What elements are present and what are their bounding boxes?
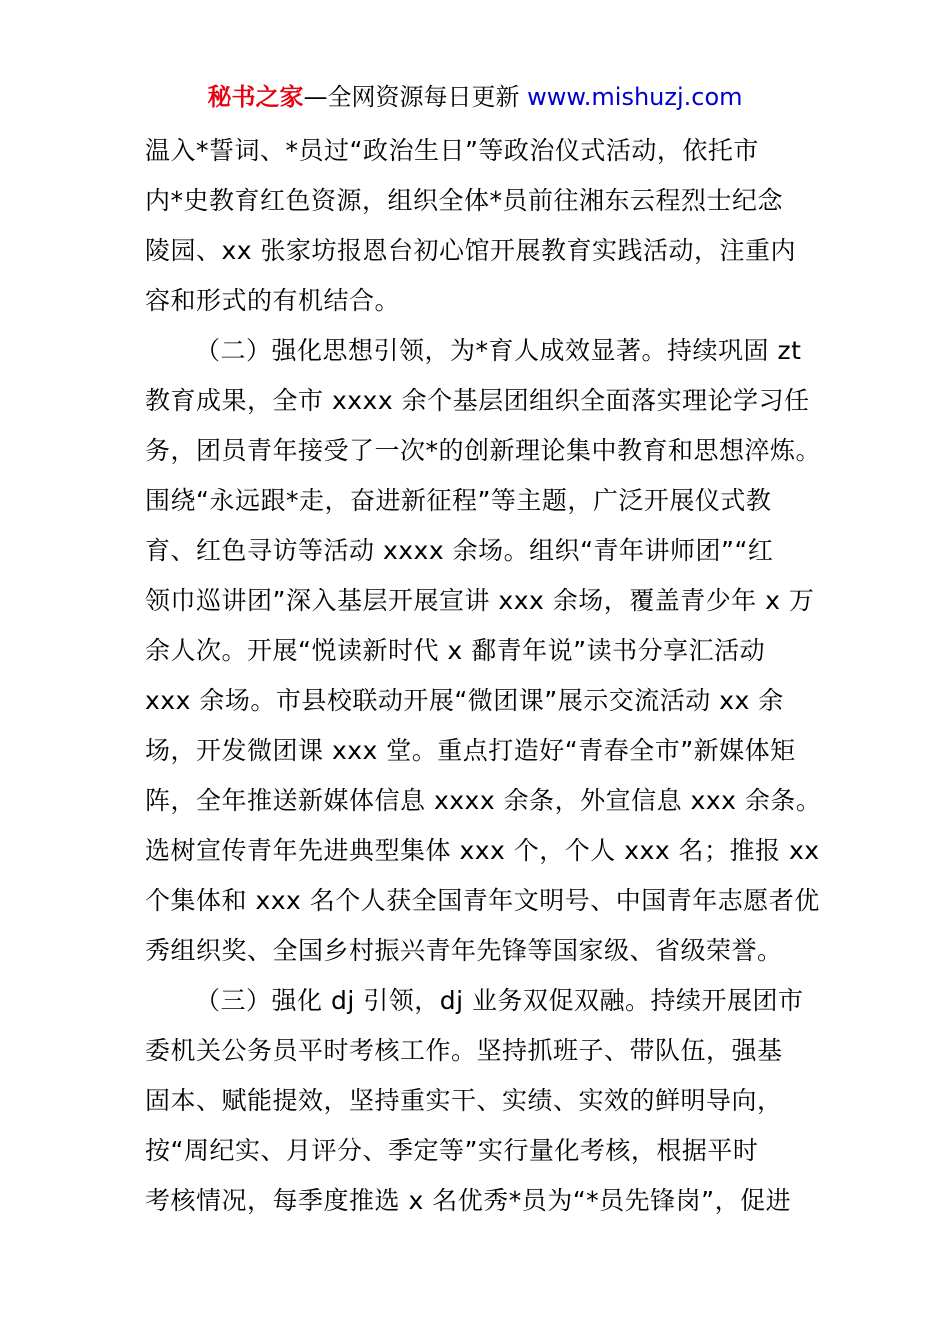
text-line: 余人次。开展“悦读新时代 x 鄱青年说”读书分享汇活动 xyxy=(145,636,766,665)
text-line: 场，开发微团课 xxx 堂。重点打造好“青春全市”新媒体矩 xyxy=(145,736,796,765)
text-line: 务，团员青年接受了一次*的创新理论集中教育和思想淬炼。 xyxy=(145,436,822,465)
text-line: 个集体和 xxx 名个人获全国青年文明号、中国青年志愿者优 xyxy=(145,886,820,915)
text-line: 委机关公务员平时考核工作。坚持抓班子、带队伍，强基 xyxy=(145,1036,783,1065)
text-line: 教育成果，全市 xxxx 余个基层团组织全面落实理论学习任 xyxy=(145,386,810,415)
site-url-link[interactable]: www.mishuzj.com xyxy=(527,83,743,111)
text-line: 阵，全年推送新媒体信息 xxxx 余条，外宣信息 xxx 余条。 xyxy=(145,786,822,815)
text-line: 温入*誓词、*员过“政治生日”等政治仪式活动，依托市 xyxy=(145,136,759,165)
page-header xyxy=(0,80,950,114)
text-line: 考核情况，每季度推选 x 名优秀*员为“*员先锋岗”，促进 xyxy=(145,1186,792,1215)
text-line: 领巾巡讲团”深入基层开展宣讲 xxx 余场，覆盖青少年 x 万 xyxy=(145,586,815,615)
text-line: 固本、赋能提效，坚持重实干、实绩、实效的鲜明导向， xyxy=(145,1086,783,1115)
text-line: 按“周纪实、月评分、季定等”实行量化考核，根据平时 xyxy=(145,1136,759,1165)
text-line: xxx 余场。市县校联动开展“微团课”展示交流活动 xx 余 xyxy=(145,686,784,715)
text-line: 陵园、xx 张家坊报恩台初心馆开展教育实践活动，注重内 xyxy=(145,236,797,265)
header-tagline: —全网资源每日更新 xyxy=(303,83,520,111)
text-line: 选树宣传青年先进典型集体 xxx 个，个人 xxx 名；推报 xx xyxy=(145,836,820,865)
text-line: 容和形式的有机结合。 xyxy=(145,286,401,315)
section-heading-line: （三）强化 dj 引领，dj 业务双促双融。持续开展团市 xyxy=(195,986,804,1015)
text-line: 围绕“永远跟*走，奋进新征程”等主题，广泛开展仪式教 xyxy=(145,486,772,515)
section-heading-line: （二）强化思想引领，为*育人成效显著。持续巩固 zt xyxy=(195,336,802,365)
text-line: 内*史教育红色资源，组织全体*员前往湘东云程烈士纪念 xyxy=(145,186,784,215)
text-line: 育、红色寻访等活动 xxxx 余场。组织“青年讲师团”“红 xyxy=(145,536,774,565)
site-name: 秘书之家 xyxy=(207,83,304,111)
document-body xyxy=(145,126,822,1226)
text-line: 秀组织奖、全国乡村振兴青年先锋等国家级、省级荣誉。 xyxy=(145,936,783,965)
